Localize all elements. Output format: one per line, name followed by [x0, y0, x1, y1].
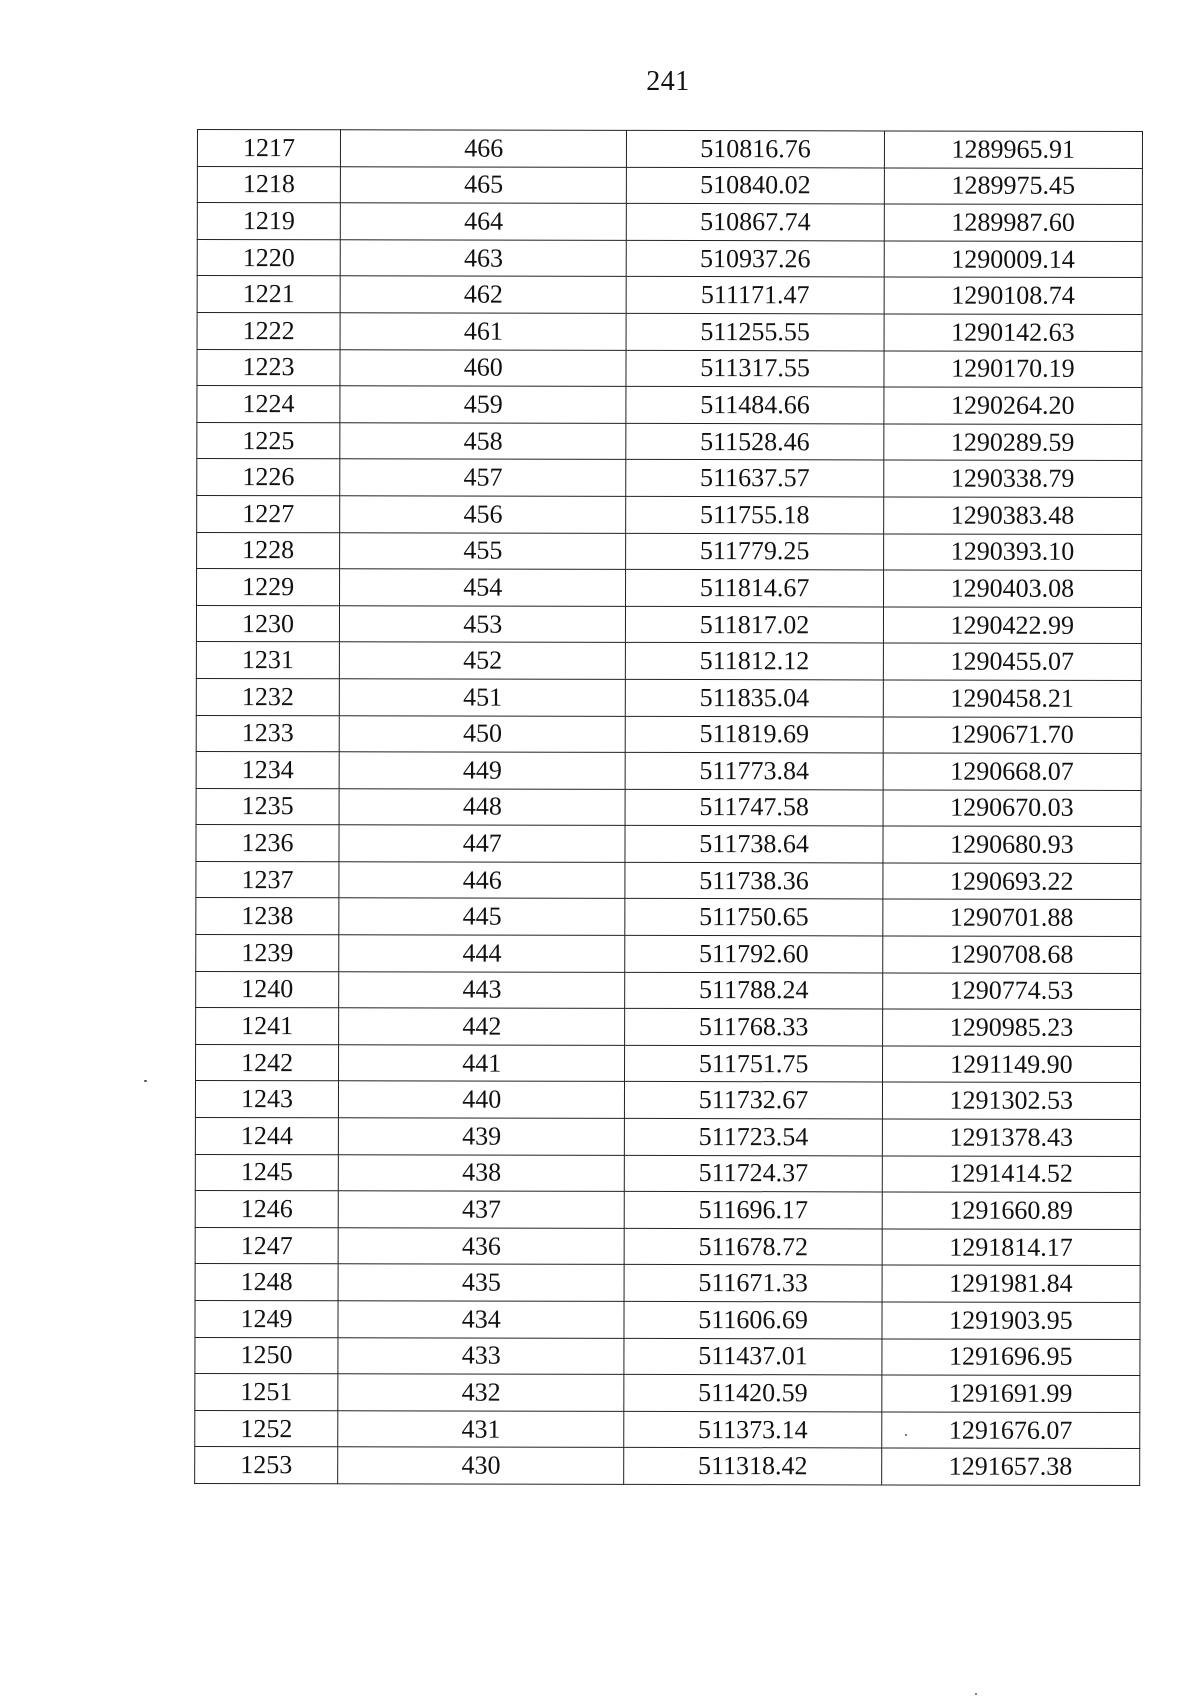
scan-speck: [975, 1693, 977, 1695]
table-row: [195, 1447, 1140, 1486]
y-coordinate-cell: 1291414.52: [882, 1156, 1140, 1193]
marker-number-cell: 456: [340, 496, 626, 533]
x-coordinate-cell: 511484.66: [626, 387, 883, 424]
y-coordinate-cell: 1290455.07: [883, 643, 1141, 680]
marker-number-cell: 437: [338, 1191, 624, 1228]
point-number-cell: 1250: [195, 1337, 338, 1374]
x-coordinate-cell: 511373.14: [624, 1411, 881, 1448]
table-row: [195, 1191, 1140, 1230]
x-coordinate-cell: 511723.54: [625, 1118, 882, 1155]
marker-number-cell: 444: [339, 935, 625, 972]
table-row: [196, 898, 1141, 937]
marker-number-cell: 461: [340, 313, 626, 350]
point-number-cell: 1234: [196, 752, 339, 789]
coordinates-table: [194, 129, 1143, 1486]
x-coordinate-cell: 511171.47: [627, 277, 884, 314]
x-coordinate-cell: 511773.84: [626, 752, 883, 789]
point-number-cell: 1233: [196, 715, 339, 752]
y-coordinate-cell: 1289987.60: [884, 204, 1142, 241]
y-coordinate-cell: 1291696.95: [882, 1339, 1140, 1376]
marker-number-cell: 452: [339, 642, 625, 679]
marker-number-cell: 441: [339, 1045, 625, 1082]
y-coordinate-cell: 1290108.74: [884, 277, 1142, 314]
table-row: [195, 1410, 1140, 1449]
marker-number-cell: 455: [340, 532, 626, 569]
table-row: [196, 715, 1141, 754]
table-row: [197, 203, 1142, 242]
coordinates-table-body: [195, 130, 1143, 1486]
y-coordinate-cell: 1290774.53: [882, 973, 1140, 1010]
point-number-cell: 1246: [195, 1191, 338, 1228]
table-row: [195, 1300, 1140, 1339]
point-number-cell: 1229: [197, 569, 340, 606]
x-coordinate-cell: 511751.75: [625, 1045, 882, 1082]
scan-speck: [905, 1434, 907, 1436]
marker-number-cell: 463: [340, 240, 626, 277]
marker-number-cell: 450: [339, 715, 625, 752]
marker-number-cell: 449: [339, 752, 625, 789]
y-coordinate-cell: 1290701.88: [883, 899, 1141, 936]
y-coordinate-cell: 1291981.84: [882, 1265, 1140, 1302]
y-coordinate-cell: 1290170.19: [884, 351, 1142, 388]
y-coordinate-cell: 1290289.59: [884, 424, 1142, 461]
table-row: [197, 459, 1142, 498]
marker-number-cell: 440: [339, 1081, 625, 1118]
table-row: [196, 788, 1141, 827]
y-coordinate-cell: 1290383.48: [883, 497, 1141, 534]
point-number-cell: 1242: [196, 1044, 339, 1081]
marker-number-cell: 430: [338, 1447, 624, 1484]
x-coordinate-cell: 511606.69: [624, 1301, 881, 1338]
table-row: [197, 532, 1142, 571]
y-coordinate-cell: 1290009.14: [884, 241, 1142, 278]
point-number-cell: 1240: [196, 971, 339, 1008]
x-coordinate-cell: 511671.33: [624, 1265, 881, 1302]
point-number-cell: 1219: [197, 203, 340, 240]
point-number-cell: 1227: [197, 495, 340, 532]
y-coordinate-cell: 1291657.38: [881, 1448, 1139, 1485]
table-row: [195, 1227, 1140, 1266]
table-row: [195, 1374, 1140, 1413]
marker-number-cell: 436: [338, 1228, 624, 1265]
point-number-cell: 1232: [196, 678, 339, 715]
x-coordinate-cell: 511768.33: [625, 1009, 882, 1046]
point-number-cell: 1243: [195, 1081, 338, 1118]
point-number-cell: 1236: [196, 825, 339, 862]
x-coordinate-cell: 511812.12: [626, 643, 883, 680]
table-row: [195, 1118, 1140, 1157]
point-number-cell: 1225: [197, 422, 340, 459]
y-coordinate-cell: 1291149.90: [882, 1046, 1140, 1083]
y-coordinate-cell: 1290338.79: [883, 460, 1141, 497]
table-row: [196, 1008, 1141, 1047]
marker-number-cell: 438: [338, 1154, 624, 1191]
marker-number-cell: 464: [340, 203, 626, 240]
y-coordinate-cell: 1290680.93: [883, 826, 1141, 863]
table-row: [196, 678, 1141, 717]
table-row: [197, 422, 1142, 461]
y-coordinate-cell: 1291378.43: [882, 1119, 1140, 1156]
table-row: [196, 752, 1141, 791]
y-coordinate-cell: 1289975.45: [884, 168, 1142, 205]
y-coordinate-cell: 1291302.53: [882, 1082, 1140, 1119]
point-number-cell: 1224: [197, 386, 340, 423]
table-row: [195, 1264, 1140, 1303]
point-number-cell: 1247: [195, 1227, 338, 1264]
marker-number-cell: 451: [339, 679, 625, 716]
x-coordinate-cell: 511437.01: [624, 1338, 881, 1375]
marker-number-cell: 443: [339, 971, 625, 1008]
point-number-cell: 1220: [197, 239, 340, 276]
marker-number-cell: 462: [340, 276, 626, 313]
page-header: [0, 0, 1200, 120]
marker-number-cell: 439: [338, 1118, 624, 1155]
x-coordinate-cell: 510840.02: [627, 167, 884, 204]
point-number-cell: 1244: [195, 1118, 338, 1155]
point-number-cell: 1221: [197, 276, 340, 313]
x-coordinate-cell: 511528.46: [626, 423, 883, 460]
table-row: [196, 1044, 1141, 1083]
y-coordinate-cell: 1290422.99: [883, 607, 1141, 644]
point-number-cell: 1252: [195, 1410, 338, 1447]
table-row: [197, 130, 1142, 169]
point-number-cell: 1253: [195, 1447, 338, 1484]
x-coordinate-cell: 511750.65: [625, 899, 882, 936]
marker-number-cell: 453: [340, 606, 626, 643]
marker-number-cell: 432: [338, 1374, 624, 1411]
x-coordinate-cell: 511792.60: [625, 935, 882, 972]
table-row: [197, 166, 1142, 205]
x-coordinate-cell: 511747.58: [625, 789, 882, 826]
point-number-cell: 1228: [197, 532, 340, 569]
marker-number-cell: 433: [338, 1337, 624, 1374]
marker-number-cell: 445: [339, 898, 625, 935]
marker-number-cell: 465: [340, 166, 626, 203]
x-coordinate-cell: 510937.26: [627, 240, 884, 277]
point-number-cell: 1231: [196, 642, 339, 679]
point-number-cell: 1241: [196, 1008, 339, 1045]
y-coordinate-cell: 1290693.22: [883, 863, 1141, 900]
x-coordinate-cell: 511732.67: [625, 1082, 882, 1119]
point-number-cell: 1237: [196, 861, 339, 898]
table-row: [196, 642, 1141, 681]
y-coordinate-cell: 1291814.17: [882, 1229, 1140, 1266]
table-row: [197, 569, 1142, 608]
point-number-cell: 1222: [197, 312, 340, 349]
y-coordinate-cell: 1291676.07: [881, 1412, 1139, 1449]
table-row: [196, 935, 1141, 974]
y-coordinate-cell: 1290264.20: [884, 387, 1142, 424]
point-number-cell: 1217: [197, 130, 340, 167]
point-number-cell: 1226: [197, 459, 340, 496]
x-coordinate-cell: 510867.74: [627, 204, 884, 241]
x-coordinate-cell: 511637.57: [626, 460, 883, 497]
table-row: [197, 495, 1142, 534]
x-coordinate-cell: 511696.17: [625, 1192, 882, 1229]
x-coordinate-cell: 511814.67: [626, 570, 883, 607]
x-coordinate-cell: 511738.36: [625, 862, 882, 899]
x-coordinate-cell: 511318.42: [624, 1448, 881, 1485]
point-number-cell: 1239: [196, 935, 339, 972]
y-coordinate-cell: 1290670.03: [883, 790, 1141, 827]
x-coordinate-cell: 511724.37: [625, 1155, 882, 1192]
table-row: [196, 971, 1141, 1010]
marker-number-cell: 466: [341, 130, 627, 167]
marker-number-cell: 459: [340, 386, 626, 423]
y-coordinate-cell: 1290403.08: [883, 570, 1141, 607]
point-number-cell: 1249: [195, 1300, 338, 1337]
table-row: [195, 1337, 1140, 1376]
table-row: [195, 1154, 1140, 1193]
x-coordinate-cell: 511819.69: [626, 716, 883, 753]
y-coordinate-cell: 1291691.99: [882, 1375, 1140, 1412]
marker-number-cell: 442: [339, 1008, 625, 1045]
point-number-cell: 1223: [197, 349, 340, 386]
marker-number-cell: 431: [338, 1411, 624, 1448]
y-coordinate-cell: 1290708.68: [882, 936, 1140, 973]
x-coordinate-cell: 511779.25: [626, 533, 883, 570]
table-row: [197, 349, 1142, 388]
point-number-cell: 1251: [195, 1374, 338, 1411]
x-coordinate-cell: 511817.02: [626, 606, 883, 643]
x-coordinate-cell: 511678.72: [625, 1228, 882, 1265]
table-row: [196, 825, 1141, 864]
marker-number-cell: 454: [340, 569, 626, 606]
marker-number-cell: 457: [340, 459, 626, 496]
point-number-cell: 1235: [196, 788, 339, 825]
y-coordinate-cell: 1290668.07: [883, 753, 1141, 790]
x-coordinate-cell: 511755.18: [626, 496, 883, 533]
table-row: [197, 276, 1142, 315]
table-row: [197, 312, 1142, 351]
table-row: [196, 861, 1141, 900]
x-coordinate-cell: 511835.04: [626, 679, 883, 716]
point-number-cell: 1245: [195, 1154, 338, 1191]
y-coordinate-cell: 1289965.91: [884, 131, 1142, 168]
marker-number-cell: 447: [339, 825, 625, 862]
x-coordinate-cell: 511738.64: [625, 826, 882, 863]
y-coordinate-cell: 1290985.23: [882, 1009, 1140, 1046]
y-coordinate-cell: 1291903.95: [882, 1302, 1140, 1339]
y-coordinate-cell: 1290142.63: [884, 314, 1142, 351]
marker-number-cell: 435: [338, 1264, 624, 1301]
table-row: [195, 1081, 1140, 1120]
x-coordinate-cell: 510816.76: [627, 130, 884, 167]
table-row: [197, 239, 1142, 278]
x-coordinate-cell: 511255.55: [626, 313, 883, 350]
y-coordinate-cell: 1290393.10: [883, 533, 1141, 570]
scan-speck: [144, 1080, 147, 1082]
table-row: [197, 386, 1142, 425]
marker-number-cell: 434: [338, 1301, 624, 1338]
point-number-cell: 1218: [197, 166, 340, 203]
point-number-cell: 1248: [195, 1264, 338, 1301]
x-coordinate-cell: 511317.55: [626, 350, 883, 387]
y-coordinate-cell: 1291660.89: [882, 1192, 1140, 1229]
x-coordinate-cell: 511788.24: [625, 972, 882, 1009]
y-coordinate-cell: 1290671.70: [883, 716, 1141, 753]
point-number-cell: 1230: [196, 605, 339, 642]
marker-number-cell: 446: [339, 862, 625, 899]
page-number: 241: [646, 66, 690, 97]
marker-number-cell: 458: [340, 423, 626, 460]
table-row: [196, 605, 1141, 644]
marker-number-cell: 448: [339, 788, 625, 825]
y-coordinate-cell: 1290458.21: [883, 680, 1141, 717]
point-number-cell: 1238: [196, 898, 339, 935]
marker-number-cell: 460: [340, 349, 626, 386]
x-coordinate-cell: 511420.59: [624, 1375, 881, 1412]
